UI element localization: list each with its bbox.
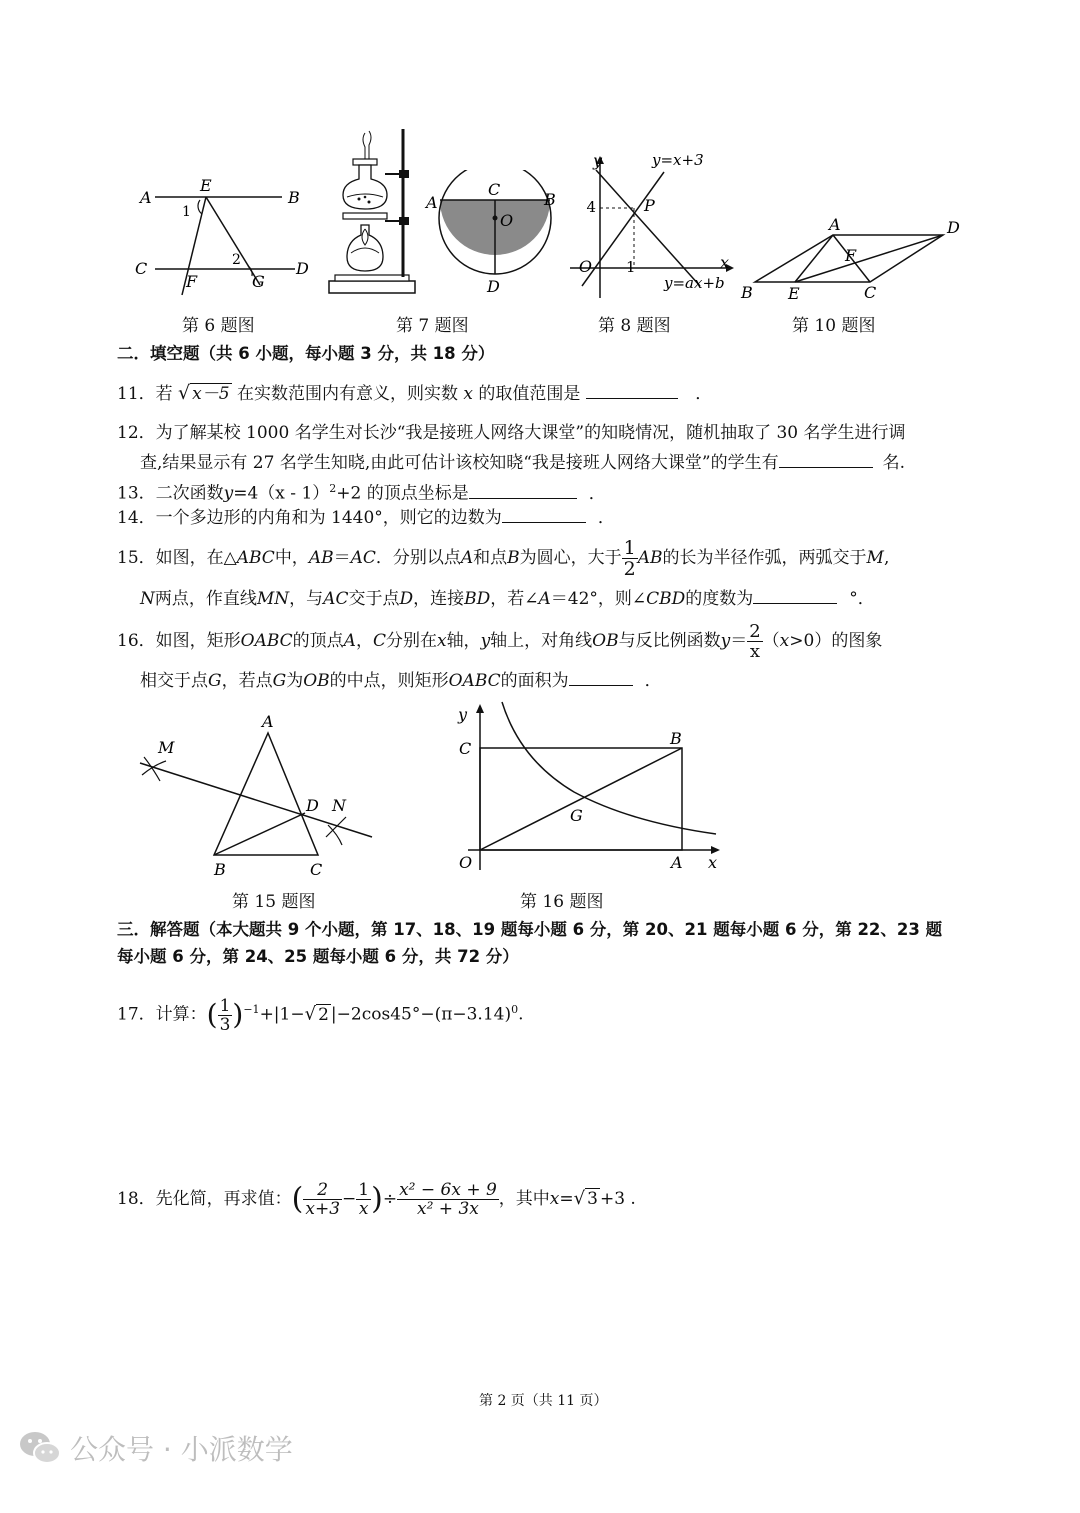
fig8-label-y: y [593, 151, 603, 170]
fig16-caption: 第 16 题图 [520, 892, 604, 912]
figure-7 [325, 125, 425, 300]
fig8-label-line2: y=ax+b [664, 274, 725, 292]
fig8-label-O: O [578, 257, 592, 276]
question-15-line2: N两点，作直线MN，与AC交于点D，连接BD，若∠A＝42°，则∠CBD的度数为 °． [140, 585, 875, 611]
figure-7-circle [420, 170, 560, 300]
section-3-heading-line2: 每小题 6 分，第 24、25 题每小题 6 分，共 72 分） [117, 947, 519, 966]
answer-blank-13[interactable] [469, 480, 577, 499]
wechat-icon [18, 1428, 62, 1468]
fig6-label-E: E [200, 176, 212, 195]
fig8-label-1: 1 [626, 258, 636, 276]
answer-blank-11[interactable] [586, 380, 678, 399]
fig16-label-y: y [458, 705, 468, 724]
fig7-label-A: A [426, 193, 438, 212]
fig15-label-M: M [158, 738, 175, 757]
fig6-caption: 第 6 题图 [182, 316, 255, 336]
sqrt-expression: √ x－5 [178, 382, 230, 404]
question-18: 18．先化简，再求值：( $\frac{2}{x+3}$ − $\frac{1}{x}$ )÷ $\frac{\text{x² − 6x + 9}}{\text{x² + 3x}}$ ，其中x=√ 3 +3 . [117, 1180, 636, 1219]
fig6-label-A: A [140, 188, 152, 207]
fig10-label-C: C [864, 283, 877, 302]
figure-8 [560, 148, 740, 303]
fig16-label-B: B [670, 729, 682, 748]
question-17: 17．计算：( $\frac{1}{3}$ )$^{-1}$+|1−√ 2 $|-2\cos 45^\circ-(\pi-3.14)^0$. [117, 995, 524, 1035]
fig16-label-A: A [671, 853, 683, 872]
fig6-label-1: 1 [182, 204, 191, 220]
fig6-label-C: C [135, 259, 148, 278]
fraction-2-over-x: $\frac{2}{x}$ [749, 621, 761, 662]
fraction-quadratic: $\frac{\text{x² − 6x + 9}}{\text{x² + 3x}}$ [399, 1180, 497, 1219]
figure-6 [130, 170, 320, 300]
fig15-label-D: D [306, 796, 319, 815]
answer-blank-15[interactable] [753, 585, 837, 604]
figure-16 [450, 700, 740, 878]
answer-blank-14[interactable] [502, 504, 586, 523]
watermark [18, 1428, 293, 1468]
fraction-one-third: $\frac{1}{3}$ [219, 995, 231, 1035]
fig16-label-O: O [459, 853, 473, 872]
fig6-label-F: F [186, 272, 198, 291]
fig6-label-2: 2 [232, 252, 241, 268]
fig15-label-C: C [310, 860, 323, 879]
fig6-label-G: G [252, 272, 265, 291]
fig15-label-B: B [214, 860, 226, 879]
question-11: 11．若 √ x－5 在实数范围内有意义，则实数 x 的取值范围是 ． [117, 382, 713, 404]
fig8-label-line1: y=x+3 [652, 151, 704, 169]
fig7-caption: 第 7 题图 [396, 316, 469, 336]
question-12-line2: 查,结果显示有 27 名学生知晓,由此可估计该校知晓“我是接班人网络大课堂”的学生有 名. [140, 449, 905, 475]
question-16-line2: 相交于点G，若点G为OB的中点，则矩形OABC的面积为 ． [140, 667, 662, 693]
fig10-label-D: D [947, 218, 960, 237]
fig8-label-P: P [644, 196, 655, 215]
fig10-label-B: B [741, 283, 753, 302]
fig6-label-B: B [288, 188, 300, 207]
fig7-label-O: O [500, 211, 514, 230]
figure-10 [735, 210, 970, 305]
watermark-text: 公众号 · 小派数学 [70, 1433, 293, 1466]
answer-blank-12[interactable] [779, 449, 873, 468]
question-15-line1: 15．如图，在△ABC中，AB＝AC．分别以点A和点B为圆心，大于 $\frac{1}{2}$ AB的长为半径作弧，两弧交于M, [117, 537, 890, 580]
fig15-caption: 第 15 题图 [232, 892, 316, 912]
fig10-label-A: A [829, 215, 841, 234]
fig7-label-C: C [488, 180, 501, 199]
fig6-label-D: D [296, 259, 309, 278]
fraction-half: $\frac{1}{2}$ [623, 537, 636, 580]
fig8-label-4: 4 [586, 198, 596, 216]
figure-15 [130, 705, 380, 885]
fig7-label-B: B [544, 190, 556, 209]
fig15-label-A: A [262, 712, 274, 731]
hyperbola-curve [502, 702, 716, 834]
fig8-caption: 第 8 题图 [598, 316, 671, 336]
fig15-label-N: N [332, 796, 346, 815]
section-2-heading: 二．填空题（共 6 小题，每小题 3 分，共 18 分） [117, 344, 495, 363]
fig10-label-E: E [788, 284, 800, 303]
section-3-heading-line1: 三．解答题（本大题共 9 个小题，第 17、18、19 题每小题 6 分，第 20、21 题每小题 6 分，第 22、23 题 [117, 920, 943, 939]
fig10-caption: 第 10 题图 [792, 316, 876, 336]
fraction-2-over-x-plus-3: $\frac{2}{x+3}$ [305, 1180, 341, 1219]
question-16-line1: 16．如图，矩形OABC的顶点A，C分别在x轴，y轴上，对角线OB与反比例函数y＝ $\frac{2}{x}$ （x>0）的图象 [117, 621, 883, 662]
page-footer: 第 2 页（共 11 页） [479, 1393, 608, 1409]
fig16-label-x: x [708, 853, 718, 872]
fig10-label-F: F [845, 246, 857, 265]
question-13: 13．二次函数y=4（x - 1）$^2$+2 的顶点坐标是 ． [117, 477, 606, 506]
fig16-label-C: C [459, 739, 472, 758]
answer-blank-16[interactable] [569, 667, 633, 686]
question-14: 14．一个多边形的内角和为 1440°，则它的边数为 ． [117, 504, 615, 530]
fig16-label-G: G [570, 806, 583, 825]
fraction-1-over-x: $\frac{1}{x}$ [358, 1180, 370, 1219]
question-12-line1: 12．为了解某校 1000 名学生对长沙“我是接班人网络大课堂”的知晓情况，随机抽取了 30 名学生进行调 [117, 423, 906, 443]
fig8-label-x: x [720, 253, 730, 272]
fig7-label-D: D [487, 277, 500, 296]
